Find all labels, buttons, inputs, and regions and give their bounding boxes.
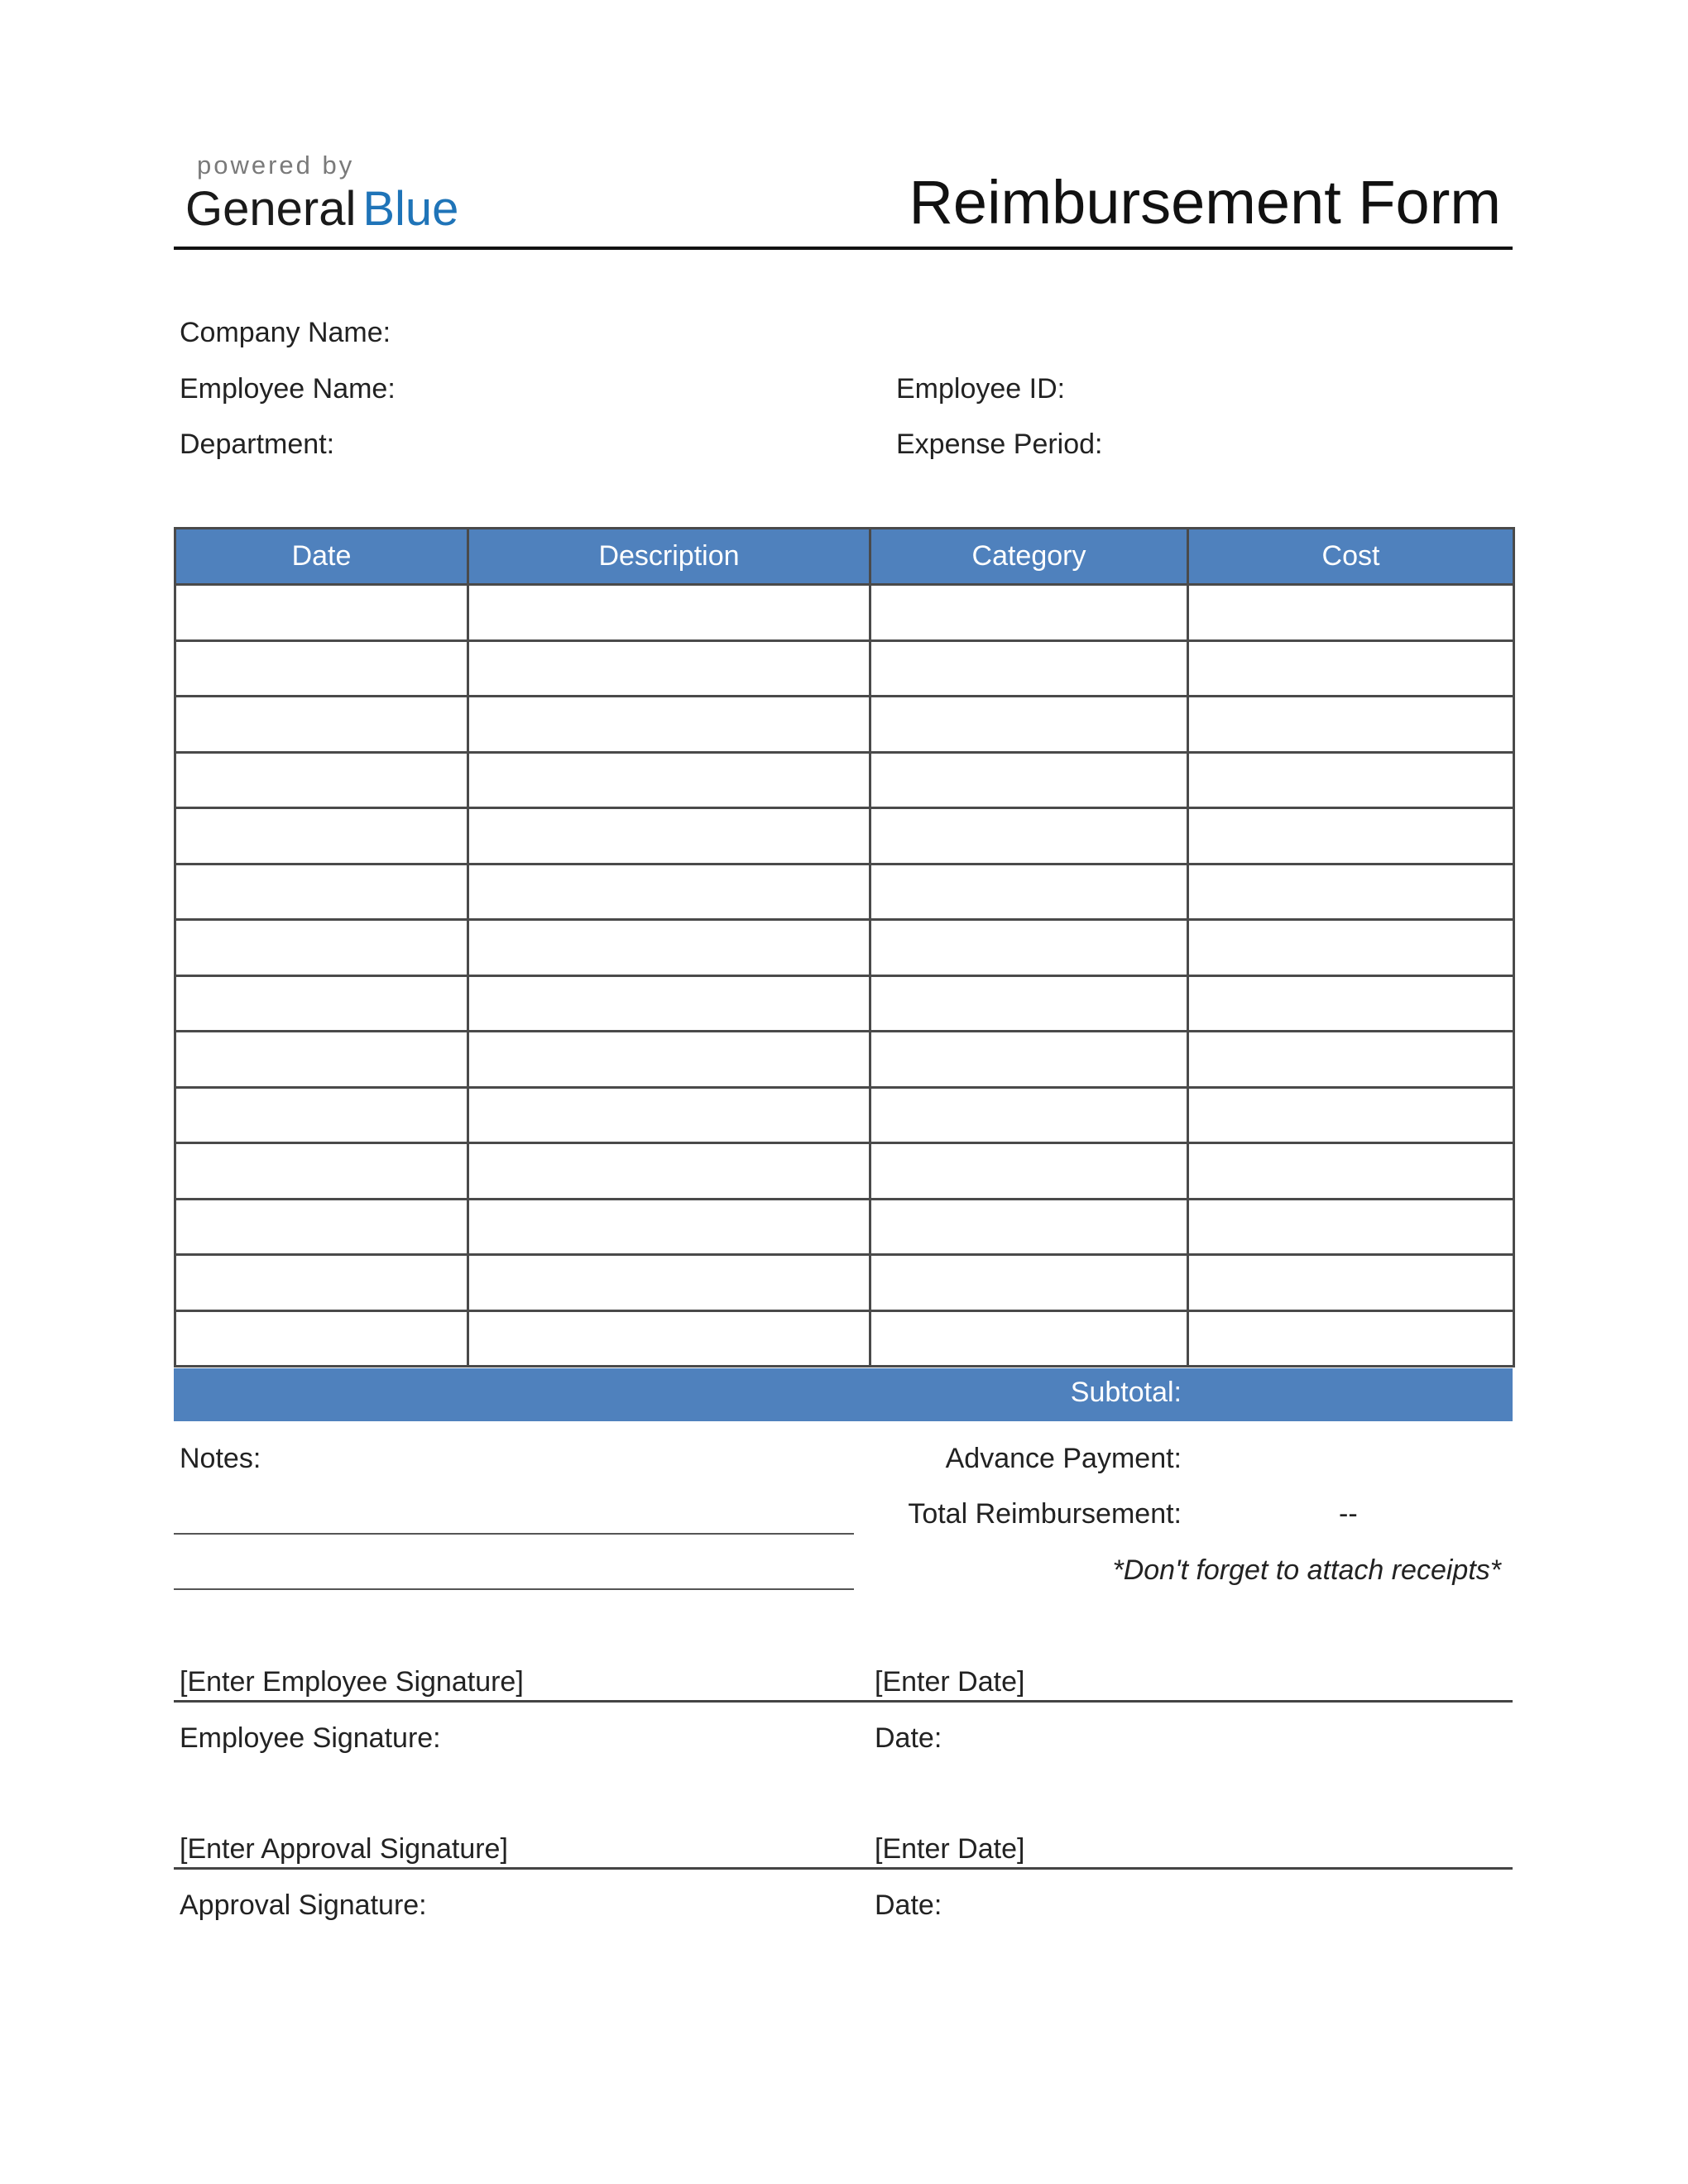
- cell-cost[interactable]: [1188, 808, 1514, 864]
- table-row: [175, 920, 1514, 976]
- cell-category[interactable]: [870, 1199, 1188, 1255]
- table-row: [175, 1199, 1514, 1255]
- table-row: [175, 1087, 1514, 1143]
- cell-date[interactable]: [175, 1199, 468, 1255]
- cell-category[interactable]: [870, 1087, 1188, 1143]
- cell-category[interactable]: [870, 975, 1188, 1032]
- cell-cost[interactable]: [1188, 1199, 1514, 1255]
- cell-category[interactable]: [870, 697, 1188, 753]
- total-reimbursement-value: --: [1339, 1498, 1358, 1530]
- logo-general-text: General: [185, 182, 357, 236]
- cell-date[interactable]: [175, 920, 468, 976]
- column-header-date: Date: [175, 529, 468, 585]
- cell-category[interactable]: [870, 640, 1188, 697]
- cell-date[interactable]: [175, 1255, 468, 1311]
- cell-description[interactable]: [468, 808, 870, 864]
- cell-date[interactable]: [175, 640, 468, 697]
- cell-cost[interactable]: [1188, 1143, 1514, 1200]
- approval-date-label: Date:: [875, 1889, 942, 1921]
- table-row: [175, 1310, 1514, 1367]
- cell-description[interactable]: [468, 1087, 870, 1143]
- advance-payment-field[interactable]: Advance Payment:: [945, 1443, 1182, 1474]
- employee-signature-input[interactable]: [Enter Employee Signature]: [180, 1666, 524, 1698]
- cell-date[interactable]: [175, 585, 468, 641]
- cell-date[interactable]: [175, 697, 468, 753]
- table-row: [175, 864, 1514, 920]
- notes-line-2[interactable]: [174, 1588, 854, 1590]
- cell-description[interactable]: [468, 864, 870, 920]
- generalblue-logo: [185, 180, 458, 238]
- company-name-field[interactable]: Company Name:: [180, 317, 391, 348]
- column-header-cost: Cost: [1188, 529, 1514, 585]
- notes-line-1[interactable]: [174, 1533, 854, 1535]
- page-title: Reimbursement Form: [909, 168, 1501, 237]
- cell-cost[interactable]: [1188, 1087, 1514, 1143]
- receipts-reminder: *Don't forget to attach receipts*: [1112, 1554, 1501, 1586]
- cell-description[interactable]: [468, 752, 870, 808]
- table-row: [175, 1143, 1514, 1200]
- table-row: [175, 1032, 1514, 1088]
- employee-name-field[interactable]: Employee Name:: [180, 373, 396, 405]
- cell-category[interactable]: [870, 1310, 1188, 1367]
- cell-description[interactable]: [468, 1199, 870, 1255]
- cell-description[interactable]: [468, 1310, 870, 1367]
- table-row: [175, 640, 1514, 697]
- cell-description[interactable]: [468, 920, 870, 976]
- table-row: [175, 975, 1514, 1032]
- table-row: [175, 697, 1514, 753]
- cell-date[interactable]: [175, 864, 468, 920]
- cell-category[interactable]: [870, 808, 1188, 864]
- employee-date-input[interactable]: [Enter Date]: [875, 1666, 1025, 1698]
- cell-date[interactable]: [175, 752, 468, 808]
- cell-cost[interactable]: [1188, 585, 1514, 641]
- cell-cost[interactable]: [1188, 697, 1514, 753]
- cell-date[interactable]: [175, 1032, 468, 1088]
- cell-date[interactable]: [175, 1143, 468, 1200]
- department-field[interactable]: Department:: [180, 429, 335, 460]
- approval-date-input[interactable]: [Enter Date]: [875, 1833, 1025, 1865]
- powered-by-label: powered by: [197, 151, 355, 180]
- cell-cost[interactable]: [1188, 1032, 1514, 1088]
- cell-category[interactable]: [870, 864, 1188, 920]
- total-reimbursement-label: Total Reimbursement:: [908, 1498, 1182, 1530]
- cell-description[interactable]: [468, 1032, 870, 1088]
- cell-category[interactable]: [870, 752, 1188, 808]
- employee-date-label: Date:: [875, 1722, 942, 1754]
- cell-date[interactable]: [175, 808, 468, 864]
- cell-category[interactable]: [870, 920, 1188, 976]
- approval-signature-label: Approval Signature:: [180, 1889, 427, 1921]
- header-divider: [174, 247, 1513, 250]
- table-row: [175, 1255, 1514, 1311]
- expense-table: [174, 527, 1515, 1367]
- table-header-row: [175, 529, 1514, 585]
- employee-signature-label: Employee Signature:: [180, 1722, 441, 1754]
- cell-cost[interactable]: [1188, 864, 1514, 920]
- cell-category[interactable]: [870, 585, 1188, 641]
- cell-description[interactable]: [468, 1143, 870, 1200]
- approval-signature-input[interactable]: [Enter Approval Signature]: [180, 1833, 508, 1865]
- cell-description[interactable]: [468, 975, 870, 1032]
- logo-blue-text: Blue: [362, 182, 459, 236]
- column-header-category: Category: [870, 529, 1188, 585]
- table-row: [175, 808, 1514, 864]
- cell-category[interactable]: [870, 1032, 1188, 1088]
- table-row: [175, 585, 1514, 641]
- expense-period-field[interactable]: Expense Period:: [896, 429, 1103, 460]
- cell-cost[interactable]: [1188, 1310, 1514, 1367]
- cell-date[interactable]: [175, 1087, 468, 1143]
- cell-cost[interactable]: [1188, 1255, 1514, 1311]
- cell-description[interactable]: [468, 585, 870, 641]
- cell-cost[interactable]: [1188, 752, 1514, 808]
- approval-signature-line: [174, 1867, 1513, 1870]
- cell-date[interactable]: [175, 975, 468, 1032]
- subtotal-label: Subtotal:: [1070, 1377, 1182, 1408]
- cell-description[interactable]: [468, 640, 870, 697]
- column-header-description: Description: [468, 529, 870, 585]
- cell-cost[interactable]: [1188, 640, 1514, 697]
- cell-category[interactable]: [870, 1255, 1188, 1311]
- table-row: [175, 752, 1514, 808]
- subtotal-bar: [174, 1368, 1513, 1421]
- expense-table-body: [175, 585, 1514, 1367]
- employee-id-field[interactable]: Employee ID:: [896, 373, 1066, 405]
- cell-category[interactable]: [870, 1143, 1188, 1200]
- cell-description[interactable]: [468, 1255, 870, 1311]
- cell-description[interactable]: [468, 697, 870, 753]
- notes-label: Notes:: [180, 1443, 261, 1474]
- cell-cost[interactable]: [1188, 920, 1514, 976]
- cell-date[interactable]: [175, 1310, 468, 1367]
- employee-signature-line: [174, 1700, 1513, 1703]
- cell-cost[interactable]: [1188, 975, 1514, 1032]
